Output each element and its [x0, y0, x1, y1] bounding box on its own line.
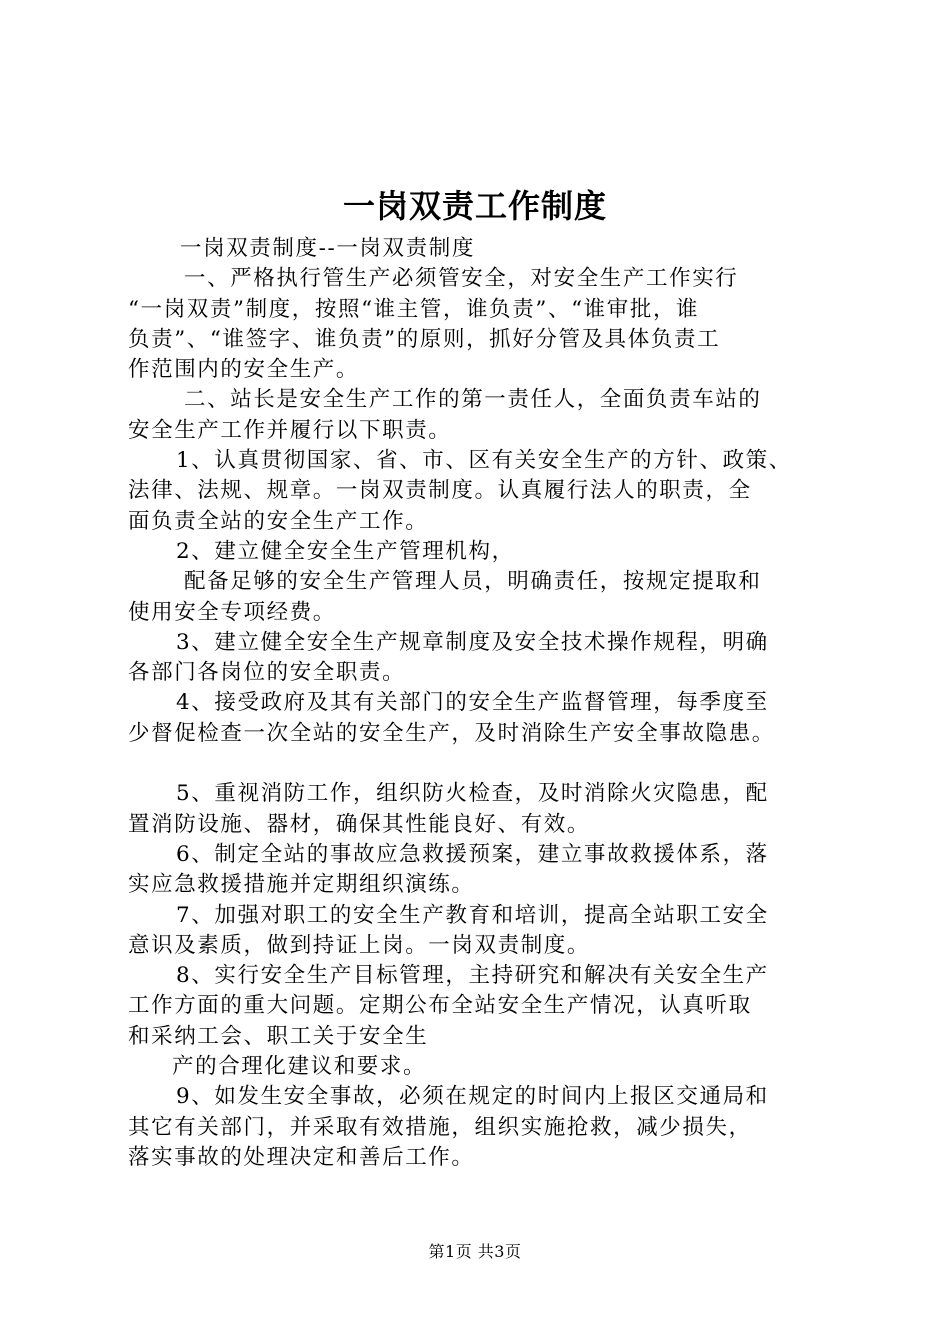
body-line: 意识及素质，做到持证上岗。一岗双责制度。 [128, 932, 591, 958]
body-line: 配备足够的安全生产管理人员，明确责任，按规定提取和 [184, 569, 762, 595]
blank-line [128, 749, 840, 779]
body-line: 负责”、“谁签字、谁负责”的原则，抓好分管及具体负责工 [128, 326, 721, 352]
body-line: 使用安全专项经费。 [128, 599, 336, 625]
body-line: 工作方面的重大问题。定期公布全站安全生产情况，认真听取 [128, 993, 752, 1019]
body-line: 6、制定全站的事故应急救援预案，建立事故救援体系，落 [176, 841, 769, 867]
body-line: 安全生产工作并履行以下职责。 [128, 417, 452, 443]
body-line: 1、认真贯彻国家、省、市、区有关安全生产的方针、政策、 [176, 448, 792, 474]
document-title: 一岗双责工作制度 [342, 187, 607, 225]
body-line: 2、建立健全安全生产管理机构， [176, 538, 515, 564]
body-line: 面负责全站的安全生产工作。 [128, 508, 429, 534]
body-line: 法律、法规、规章。一岗双责制度。认真履行法人的职责，全 [128, 478, 752, 504]
body-line: 7、加强对职工的安全生产教育和培训，提高全站职工安全 [176, 902, 769, 928]
body-line: 一、严格执行管生产必须管安全，对安全生产工作实行 [184, 266, 739, 292]
body-line: 9、如发生安全事故，必须在规定的时间内上报区交通局和 [176, 1084, 769, 1110]
body-line: 落实事故的处理决定和善后工作。 [128, 1144, 475, 1170]
body-line: 其它有关部门，并采取有效措施，组织实施抢救，减少损失， [128, 1114, 752, 1140]
body-line: 各部门各岗位的安全职责。 [128, 660, 406, 686]
body-line: 3、建立健全安全生产规章制度及安全技术操作规程，明确 [176, 629, 769, 655]
body-line: 实应急救援措施并定期组织演练。 [128, 872, 475, 898]
page-footer: 第1页 共3页 [428, 1242, 522, 1261]
document-body [128, 234, 840, 1173]
body-line: 8、实行安全生产目标管理，主持研究和解决有关安全生产 [176, 963, 769, 989]
body-line: 二、站长是安全生产工作的第一责任人，全面负责车站的 [184, 387, 762, 413]
body-line: 一岗双责制度--一岗双责制度 [180, 236, 475, 261]
body-line: 和采纳工会、职工关于安全生 [128, 1023, 429, 1049]
body-line: “一岗双责”制度，按照“谁主管，谁负责”、“谁审批，谁 [128, 296, 700, 322]
body-line: 作范围内的安全生产。 [128, 357, 360, 383]
body-line: 5、重视消防工作，组织防火检查，及时消除火灾隐患，配 [176, 781, 769, 807]
body-line: 产的合理化建议和要求。 [172, 1054, 427, 1080]
body-line: 置消防设施、器材，确保其性能良好、有效。 [128, 811, 591, 837]
body-line: 4、接受政府及其有关部门的安全生产监督管理，每季度至 [176, 690, 769, 716]
body-line: 少督促检查一次全站的安全生产，及时消除生产安全事故隐患。 [128, 720, 775, 746]
